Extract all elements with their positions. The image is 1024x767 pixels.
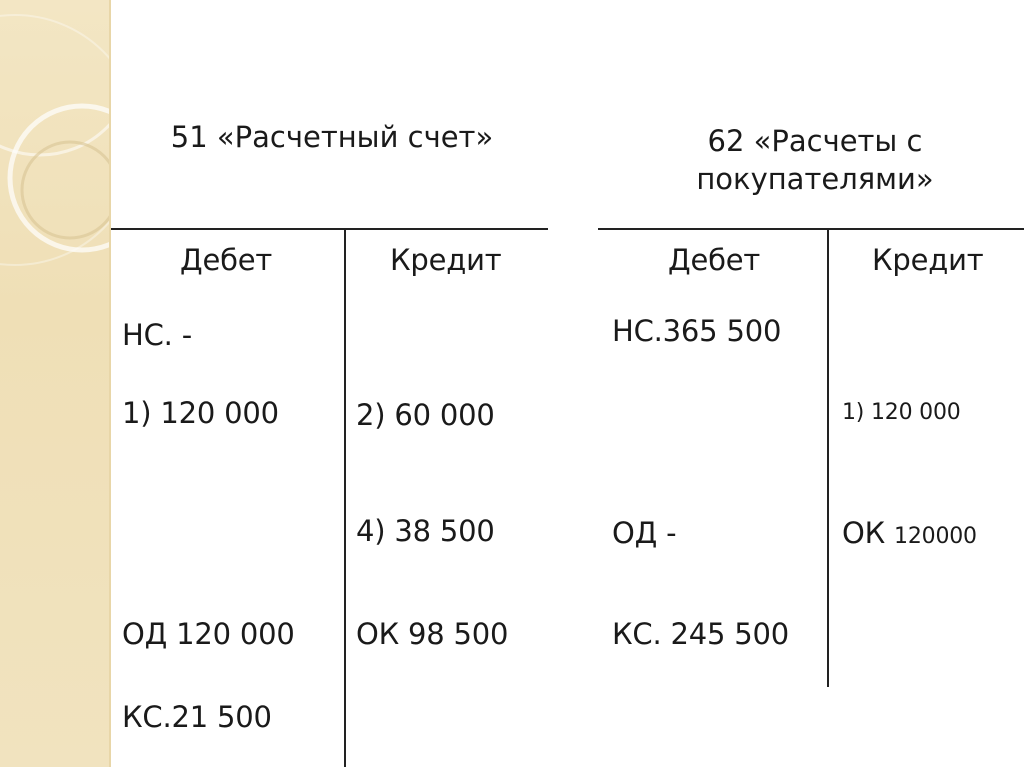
account-51-credit-entry: 2) 60 000 [356,398,495,432]
account-51-debit-entry: 1) 120 000 [122,396,279,430]
account-62-top-rule [598,228,1024,230]
account-51-divider [344,229,346,767]
account-62-credit-turnover-value: 120000 [894,524,977,549]
account-62-title [600,122,1024,198]
account-62-debit-closing: КС. 245 500 [612,617,789,651]
account-51-debit-opening: НС. - [122,318,192,352]
account-62-debit-opening: НС.365 500 [612,314,782,348]
account-51-credit-header: Кредит [390,243,502,277]
account-51-title: 51 «Расчетный счет» [170,120,494,154]
account-62-divider [827,229,829,687]
account-62-title-line1: 62 «Расчеты с [707,124,923,158]
account-51-debit-turnover: ОД 120 000 [122,617,295,651]
account-62-debit-header: Дебет [668,243,761,277]
account-51-credit-turnover: ОК 98 500 [356,617,509,651]
account-51-credit-entry: 4) 38 500 [356,514,495,548]
account-62-credit-header: Кредит [872,243,984,277]
side-band-edge [109,0,111,767]
account-62-credit-turnover-label: ОК [842,516,886,550]
account-51-debit-header: Дебет [180,243,273,277]
account-62-credit-entry: 1) 120 000 [842,400,961,425]
account-62-title-line2: покупателями» [696,162,934,196]
account-62-credit-turnover [842,516,977,554]
account-51-top-rule [111,228,548,230]
account-62-debit-turnover: ОД - [612,516,677,550]
decorative-circles-icon [0,0,111,767]
account-51-debit-closing: КС.21 500 [122,700,272,734]
decorative-side-band [0,0,111,767]
